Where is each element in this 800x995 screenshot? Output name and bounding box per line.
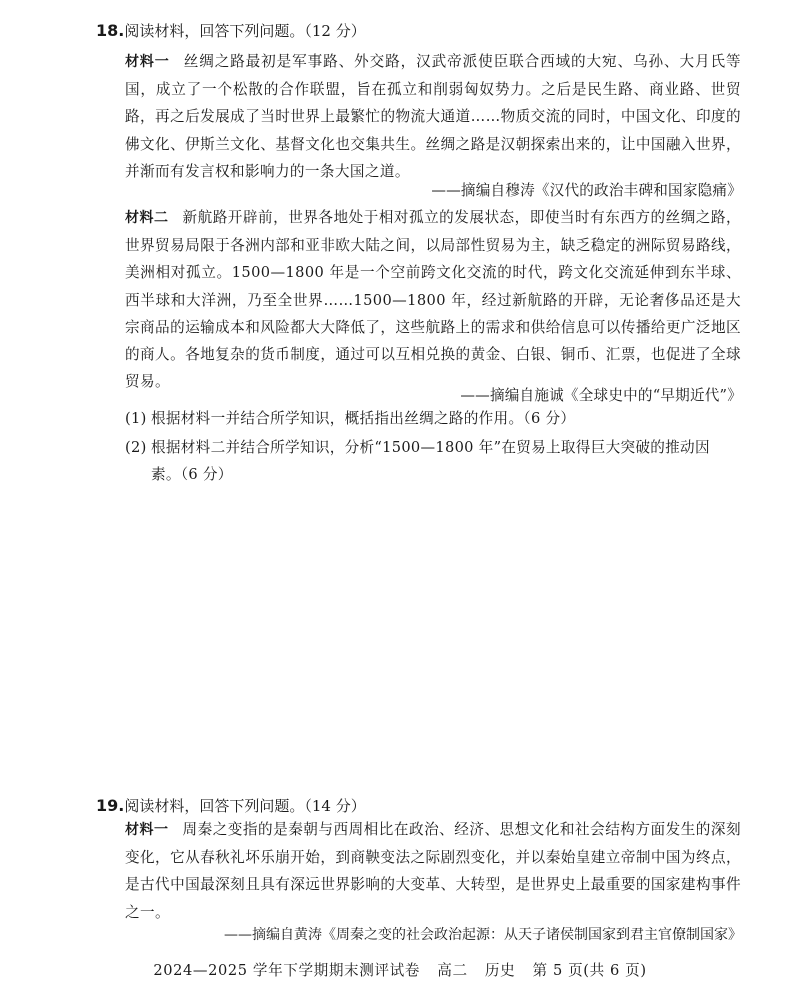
q18-material1-source: ——摘编自穆涛《汉代的政治丰碑和国家隐痛》 <box>431 182 742 199</box>
q18-subquestion-1 <box>125 405 741 432</box>
q18-subquestion-2 <box>125 434 741 488</box>
footer-exam-title: 2024—2025 学年下学期期末测评试卷 <box>153 962 421 979</box>
q19-material1-label: 材料一 <box>125 822 169 838</box>
footer-subject: 历史 <box>484 962 516 979</box>
q19-material1-source: ——摘编自黄涛《周秦之变的社会政治起源：从天子诸侯制国家到君主官僚制国家》 <box>224 927 742 943</box>
footer-grade: 高二 <box>437 962 468 979</box>
q19-prompt: 阅读材料，回答下列问题。（14 分） <box>124 797 366 815</box>
q18-sub2-number: (2) <box>125 439 147 456</box>
q18-material1-label: 材料一 <box>125 54 170 70</box>
q18-heading <box>96 20 366 42</box>
q18-material2-source: ——摘编自施诚《全球史中的“早期近代”》 <box>460 387 742 404</box>
q19-heading <box>96 795 366 817</box>
footer-page-number: 第 5 页(共 6 页) <box>532 962 647 979</box>
q19-number: 19. <box>96 796 125 815</box>
q18-material2 <box>125 204 741 395</box>
q19-material1-text: 周秦之变指的是秦朝与西周相比在政治、经济、思想文化和社会结构方面发生的深刻变化，它从春秋礼坏乐崩开始，到商鞅变法之际剧烈变化，并以秦始皇建立帝制中国为终点，是古代中国最深刻且具有深远世界影响的大变革、大转型，是世界史上最重要的国家建构事件之一。 <box>125 821 741 921</box>
page-footer <box>0 959 800 980</box>
q18-material1 <box>125 48 741 185</box>
q18-prompt: 阅读材料，回答下列问题。（12 分） <box>124 22 366 40</box>
q18-sub1-text: 根据材料一并结合所学知识，概括指出丝绸之路的作用。（6 分） <box>151 410 576 427</box>
q18-number: 18. <box>96 21 125 40</box>
q19-material1 <box>125 816 741 926</box>
q18-material1-text: 丝绸之路最初是军事路、外交路，汉武帝派使臣联合西域的大宛、乌孙、大月氏等国，成立了一个松散的合作联盟，旨在孤立和削弱匈奴势力。之后是民生路、商业路、世贸路，再之后发展成了当时世界上最繁忙的物流大通道……物质交流的同时，中国文化、印度的佛文化、伊斯兰文化、基督文化也交集共生。丝绸之路是汉朝探索出来的，让中国融入世界，并渐而有发言权和影响力的一条大国之道。 <box>125 53 741 180</box>
q18-sub1-number: (1) <box>125 410 147 427</box>
q18-material2-label: 材料二 <box>125 210 169 226</box>
q18-sub2-text-line2: 素。（6 分） <box>151 466 233 484</box>
q18-sub2-text-line1: 根据材料二并结合所学知识，分析“1500—1800 年”在贸易上取得巨大突破的推动因 <box>151 439 710 456</box>
q18-material2-text: 新航路开辟前，世界各地处于相对孤立的发展状态，即使当时有东西方的丝绸之路，世界贸易局限于各洲内部和亚非欧大陆之间，以局部性贸易为主，缺乏稳定的洲际贸易路线，美洲相对孤立。1500—1800 年是一个空前跨文化交流的时代，跨文化交流延伸到东半球、西半球和大洋洲，乃至全世界……1500—1800 年，经过新航路的开辟，无论奢侈品还是大宗商品的运输成本和风险都大大降低了，这些航路上的需求和供给信息可以传播给更广泛地区的商人。各地复杂的货币制度，通过可以互相兑换的黄金、白银、铜币、汇票，也促进了全球贸易。 <box>125 209 741 391</box>
